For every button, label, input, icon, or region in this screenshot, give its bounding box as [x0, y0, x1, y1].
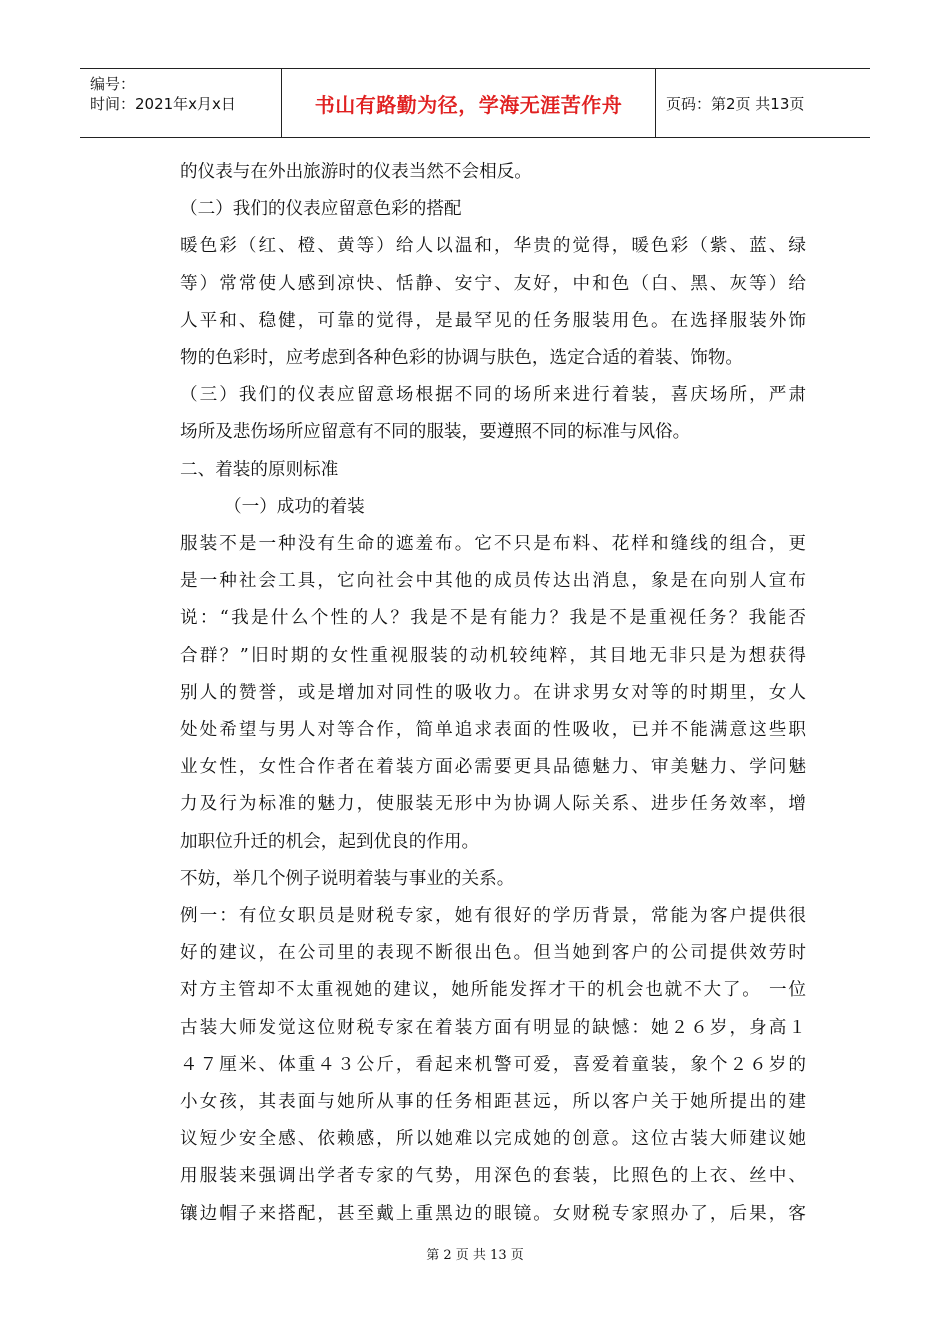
- text-line: 好的建议，在公司里的表现不断很出色。但当她到客户的公司提供效劳时: [180, 943, 806, 964]
- text-line: 是一种社会工具，它向社会中其他的成员传达出消息，象是在向别人宣布: [180, 571, 806, 592]
- text-line: 合群？”旧时期的女性重视服装的动机较纯粹，其目地无非只是为想获得: [180, 645, 806, 666]
- text-line: 小女孩，其表面与她所从事的任务相距甚远，所以客户关于她所提出的建: [180, 1092, 806, 1113]
- text-line: 场所及悲伤场所应留意有不同的服装，要遵照不同的标准与风俗。: [180, 422, 691, 443]
- text-line: 暖色彩（红、橙、黄等）给人以温和，华贵的觉得，暖色彩（紫、蓝、绿: [180, 236, 806, 257]
- page-footer: 第 2 页 共 13 页: [426, 1248, 524, 1263]
- text-line: 用服装来强调出学者专家的气势，用深色的套装，比照色的上衣、丝中、: [180, 1166, 806, 1187]
- text-line: 议短少安全感、依赖感，所以她难以完成她的创意。这位古装大师建议她: [180, 1129, 806, 1150]
- document-number: 编号：: [90, 75, 136, 93]
- motto: 书山有路勤为径，学海无涯苦作舟: [314, 92, 623, 117]
- text-line: 力及行为标准的魅力，使服装无形中为协调人际关系、进步任务效率，增: [180, 794, 806, 815]
- text-line: 处处希望与男人对等合作，简单追求表面的性吸收，已并不能满意这些职: [180, 720, 806, 741]
- text-line: 不妨，举几个例子说明着装与事业的关系。: [180, 868, 515, 889]
- text-line: 的仪表与在外出旅游时的仪表当然不会相反。: [180, 162, 532, 182]
- header-meta-cell: [80, 69, 282, 137]
- text-line: 别人的赞誉，或是增加对同性的吸收力。在讲求男女对等的时期里，女人: [180, 682, 806, 703]
- page-indicator: 页码：第2页 共13页: [666, 94, 805, 113]
- text-line: 加职位升迁的机会，起到优良的作用。: [180, 831, 480, 852]
- text-line: 例一：有位女职员是财税专家，她有很好的学历背景，常能为客户提供很: [180, 906, 806, 927]
- header-table: [80, 68, 870, 138]
- text-line: 物的色彩时，应考虑到各种色彩的协调与肤色，选定合适的着装、饰物。: [180, 348, 744, 369]
- text-line: ４７厘米、体重４３公斤，看起来机警可爱，喜爱着童装，象个２６岁的: [180, 1054, 806, 1075]
- text-line: 镶边帽子来搭配，甚至戴上重黑边的眼镜。女财税专家照办了，后果，客: [180, 1203, 806, 1224]
- document-date: 时间：2021年x月x日: [90, 95, 236, 113]
- text-line: 古装大师发觉这位财税专家在着装方面有明显的缺憾：她２６岁，身高１: [180, 1017, 806, 1038]
- text-line: 业女性，女性合作者在着装方面必需要更具品德魅力、审美魅力、学问魅: [180, 757, 806, 778]
- text-line: 服装不是一种没有生命的遮羞布。它不只是布料、花样和缝线的组合，更: [180, 534, 806, 555]
- section-heading: 二、着装的原则标准: [180, 459, 339, 480]
- text-line: 等）常常使人感到凉快、恬静、安宁、友好，中和色（白、黑、灰等）给: [180, 273, 806, 294]
- text-line: （三）我们的仪表应留意场根据不同的场所来进行着装，喜庆场所，严肃: [180, 385, 806, 406]
- header-motto-cell: [282, 69, 656, 137]
- section-heading: （二）我们的仪表应留意色彩的搭配: [180, 199, 462, 220]
- text-line: 对方主管却不太重视她的建议，她所能发挥才干的机会也就不大了。 一位: [180, 980, 806, 1001]
- subsection-heading: （一）成功的着装: [224, 496, 365, 517]
- text-line: 说：“我是什么个性的人？我是不是有能力？我是不是重视任务？我能否: [180, 608, 806, 629]
- text-line: 人平和、稳健，可靠的觉得，是最罕见的任务服装用色。在选择服装外饰: [180, 310, 806, 331]
- document-body: [180, 154, 806, 1233]
